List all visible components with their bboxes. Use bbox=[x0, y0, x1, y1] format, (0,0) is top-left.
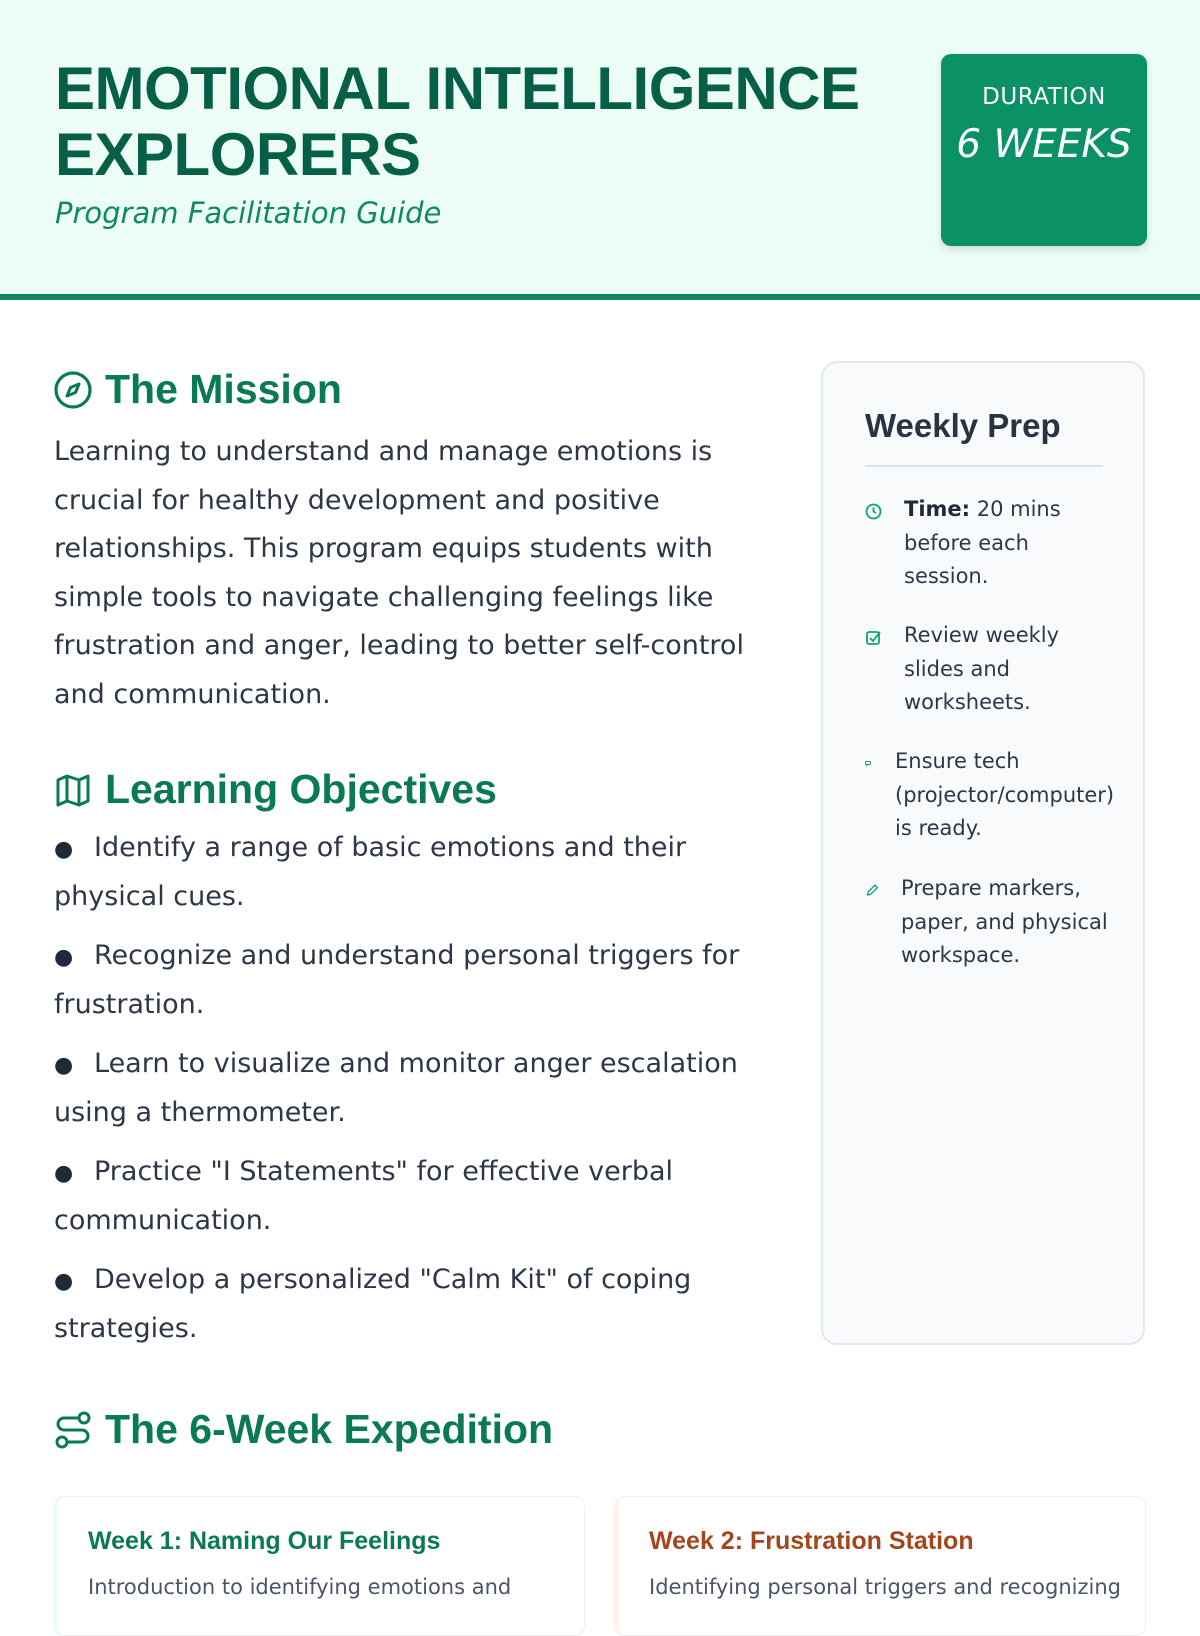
map-icon bbox=[53, 770, 93, 810]
list-item bbox=[54, 824, 754, 920]
prep-item-review bbox=[865, 619, 1119, 720]
week-card-1[interactable] bbox=[53, 1496, 585, 1636]
objectives-heading bbox=[53, 766, 497, 813]
duration-label: DURATION bbox=[982, 84, 1106, 110]
prep-review-text: Review weekly slides and worksheets. bbox=[904, 623, 1060, 714]
route-icon bbox=[53, 1410, 93, 1450]
prep-item-time bbox=[865, 493, 1119, 594]
objective-text: Learn to visualize and monitor anger escalation using a thermometer. bbox=[54, 1048, 738, 1128]
bullet: ● bbox=[54, 837, 74, 862]
duration-badge bbox=[941, 54, 1147, 246]
list-item bbox=[54, 1148, 754, 1244]
weekly-prep-panel bbox=[821, 361, 1145, 1345]
week-card-description: Introduction to identifying emotions and bbox=[88, 1575, 512, 1599]
clock-icon bbox=[865, 503, 882, 520]
checkbox-icon bbox=[865, 629, 882, 646]
mission-body: Learning to understand and manage emotions is crucial for healthy development and positive relationships. This program equips students with simple tools to navigate challenging feelings like frustration and anger, leading to better self-control and communication. bbox=[54, 436, 744, 710]
objective-text: Practice "I Statements" for effective verbal communication. bbox=[54, 1156, 674, 1236]
week-card-title: Week 2: Frustration Station bbox=[649, 1527, 974, 1555]
week-card-title: Week 1: Naming Our Feelings bbox=[88, 1527, 441, 1555]
pencil-icon bbox=[865, 882, 879, 899]
prep-tech-text: Ensure tech (projector/computer) is ready. bbox=[895, 749, 1115, 840]
objectives-list bbox=[54, 824, 754, 1364]
mission-heading-text: The Mission bbox=[105, 366, 342, 412]
bullet: ● bbox=[54, 945, 74, 970]
list-item bbox=[54, 1256, 754, 1352]
bullet: ● bbox=[54, 1269, 74, 1294]
expedition-heading-text: The 6-Week Expedition bbox=[105, 1406, 554, 1452]
header bbox=[0, 0, 1200, 300]
bullet: ● bbox=[54, 1053, 74, 1078]
divider bbox=[865, 465, 1103, 467]
weekly-prep-title: Weekly Prep bbox=[865, 407, 1061, 444]
prep-item-materials bbox=[865, 872, 1116, 973]
prep-materials-text: Prepare markers, paper, and physical workspace. bbox=[901, 876, 1108, 967]
prep-time-text: 20 mins before each session. bbox=[904, 497, 1061, 588]
objective-text: Develop a personalized "Calm Kit" of coping strategies. bbox=[54, 1264, 692, 1344]
list-item bbox=[54, 932, 754, 1028]
objective-text: Recognize and understand personal triggers for frustration. bbox=[54, 940, 740, 1020]
objectives-heading-text: Learning Objectives bbox=[105, 766, 497, 812]
chat-icon bbox=[865, 755, 875, 772]
list-item bbox=[54, 1040, 754, 1136]
expedition-heading bbox=[53, 1406, 553, 1453]
mission-heading bbox=[53, 366, 342, 413]
week-card-2[interactable] bbox=[614, 1496, 1146, 1636]
prep-time-label: Time: bbox=[904, 497, 971, 521]
week-card-description: Identifying personal triggers and recognizing bbox=[649, 1575, 1121, 1599]
compass-icon bbox=[53, 370, 93, 410]
page-title: EMOTIONAL INTELLIGENCE EXPLORERS bbox=[55, 55, 860, 188]
bullet: ● bbox=[54, 1161, 74, 1186]
prep-item-tech bbox=[865, 745, 1115, 846]
page-subtitle: Program Facilitation Guide bbox=[55, 196, 442, 230]
duration-value: 6 WEEKS bbox=[956, 122, 1132, 167]
objective-text: Identify a range of basic emotions and their physical cues. bbox=[54, 832, 687, 912]
